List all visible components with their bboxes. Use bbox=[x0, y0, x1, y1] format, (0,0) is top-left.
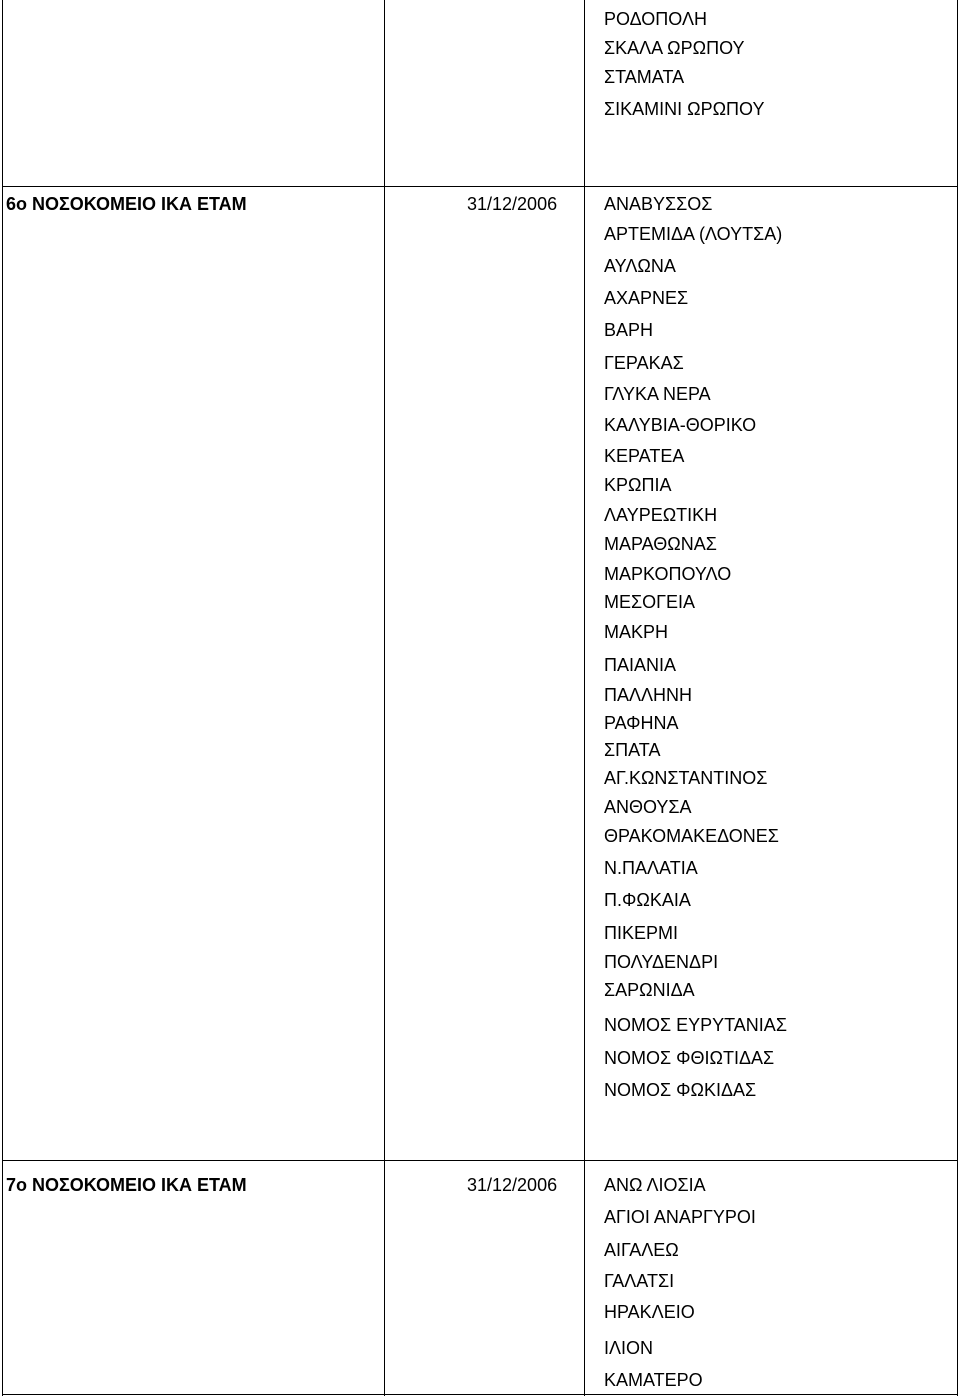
section-divider-2 bbox=[2, 1160, 958, 1161]
area-cell: ΓΑΛΑΤΣΙ bbox=[604, 1271, 675, 1291]
area-cell: ΑΝΩ ΛΙΟΣΙΑ bbox=[604, 1175, 706, 1195]
area-cell: ΝΟΜΟΣ ΕΥΡΥΤΑΝΙΑΣ bbox=[604, 1015, 787, 1035]
area-cell: ΚΑΛΥΒΙΑ-ΘΟΡΙΚΟ bbox=[604, 415, 757, 435]
area-cell: ΜΕΣΟΓΕΙΑ bbox=[604, 592, 696, 612]
table-right-border bbox=[957, 0, 958, 1396]
area-cell: ΗΡΑΚΛΕΙΟ bbox=[604, 1302, 695, 1322]
column-divider-2 bbox=[584, 0, 585, 1396]
area-cell: ΣΑΡΩΝΙΔΑ bbox=[604, 980, 695, 1000]
table-bottom-border bbox=[2, 1394, 958, 1395]
hospital-date: 31/12/2006 bbox=[467, 1175, 558, 1195]
area-cell: ΚΕΡΑΤΕΑ bbox=[604, 446, 685, 466]
area-cell: ΜΑΡΚΟΠΟΥΛΟ bbox=[604, 564, 732, 584]
area-cell: ΠΟΛΥΔΕΝΔΡΙ bbox=[604, 952, 719, 972]
area-cell: ΝΟΜΟΣ ΦΩΚΙΔΑΣ bbox=[604, 1080, 757, 1100]
area-cell: ΘΡΑΚΟΜΑΚΕΔΟΝΕΣ bbox=[604, 826, 779, 846]
area-cell: ΓΕΡΑΚΑΣ bbox=[604, 353, 684, 373]
area-cell: ΛΑΥΡΕΩΤΙΚΗ bbox=[604, 505, 718, 525]
area-cell: ΡΟΔΟΠΟΛΗ bbox=[604, 9, 707, 29]
area-cell: ΑΝΑΒΥΣΣΟΣ bbox=[604, 194, 713, 214]
area-cell: ΠΑΙΑΝΙΑ bbox=[604, 655, 677, 675]
area-cell: Ν.ΠΑΛΑΤΙΑ bbox=[604, 858, 698, 878]
area-cell: ΜΑΡΑΘΩΝΑΣ bbox=[604, 534, 717, 554]
area-cell: ΣΚΑΛΑ ΩΡΩΠΟΥ bbox=[604, 38, 745, 58]
area-cell: ΑΓ.ΚΩΝΣΤΑΝΤΙΝΟΣ bbox=[604, 768, 768, 788]
area-cell: ΚΑΜΑΤΕΡΟ bbox=[604, 1370, 703, 1390]
area-cell: ΑΝΘΟΥΣΑ bbox=[604, 797, 692, 817]
area-cell: ΑΡΤΕΜΙΔΑ (ΛΟΥΤΣΑ) bbox=[604, 224, 783, 244]
area-cell: ΒΑΡΗ bbox=[604, 320, 654, 340]
table-left-border bbox=[2, 0, 3, 1396]
column-divider-1 bbox=[384, 0, 385, 1396]
area-cell: ΑΙΓΑΛΕΩ bbox=[604, 1240, 679, 1260]
area-cell: ΑΥΛΩΝΑ bbox=[604, 256, 676, 276]
area-cell: ΚΡΩΠΙΑ bbox=[604, 475, 672, 495]
area-cell: ΣΙΚΑΜΙΝΙ ΩΡΩΠΟΥ bbox=[604, 99, 765, 119]
area-cell: ΡΑΦΗΝΑ bbox=[604, 713, 679, 733]
area-cell: ΓΛΥΚΑ ΝΕΡΑ bbox=[604, 384, 711, 404]
area-cell: ΣΠΑΤΑ bbox=[604, 740, 661, 760]
area-cell: Π.ΦΩΚΑΙΑ bbox=[604, 890, 691, 910]
area-cell: ΑΓΙΟΙ ΑΝΑΡΓΥΡΟΙ bbox=[604, 1207, 756, 1227]
area-cell: ΣΤΑΜΑΤΑ bbox=[604, 67, 685, 87]
hospital-name: 6ο ΝΟΣΟΚΟΜΕΙΟ ΙΚΑ ΕΤΑΜ bbox=[6, 194, 247, 214]
area-cell: ΝΟΜΟΣ ΦΘΙΩΤΙΔΑΣ bbox=[604, 1048, 775, 1068]
area-cell: ΜΑΚΡΗ bbox=[604, 622, 669, 642]
area-cell: ΙΛΙΟΝ bbox=[604, 1338, 654, 1358]
hospital-date: 31/12/2006 bbox=[467, 194, 558, 214]
hospital-name: 7ο ΝΟΣΟΚΟΜΕΙΟ ΙΚΑ ΕΤΑΜ bbox=[6, 1175, 247, 1195]
area-cell: ΠΙΚΕΡΜΙ bbox=[604, 923, 679, 943]
area-cell: ΑΧΑΡΝΕΣ bbox=[604, 288, 689, 308]
section-divider-1 bbox=[2, 186, 958, 187]
area-cell: ΠΑΛΛΗΝΗ bbox=[604, 685, 693, 705]
